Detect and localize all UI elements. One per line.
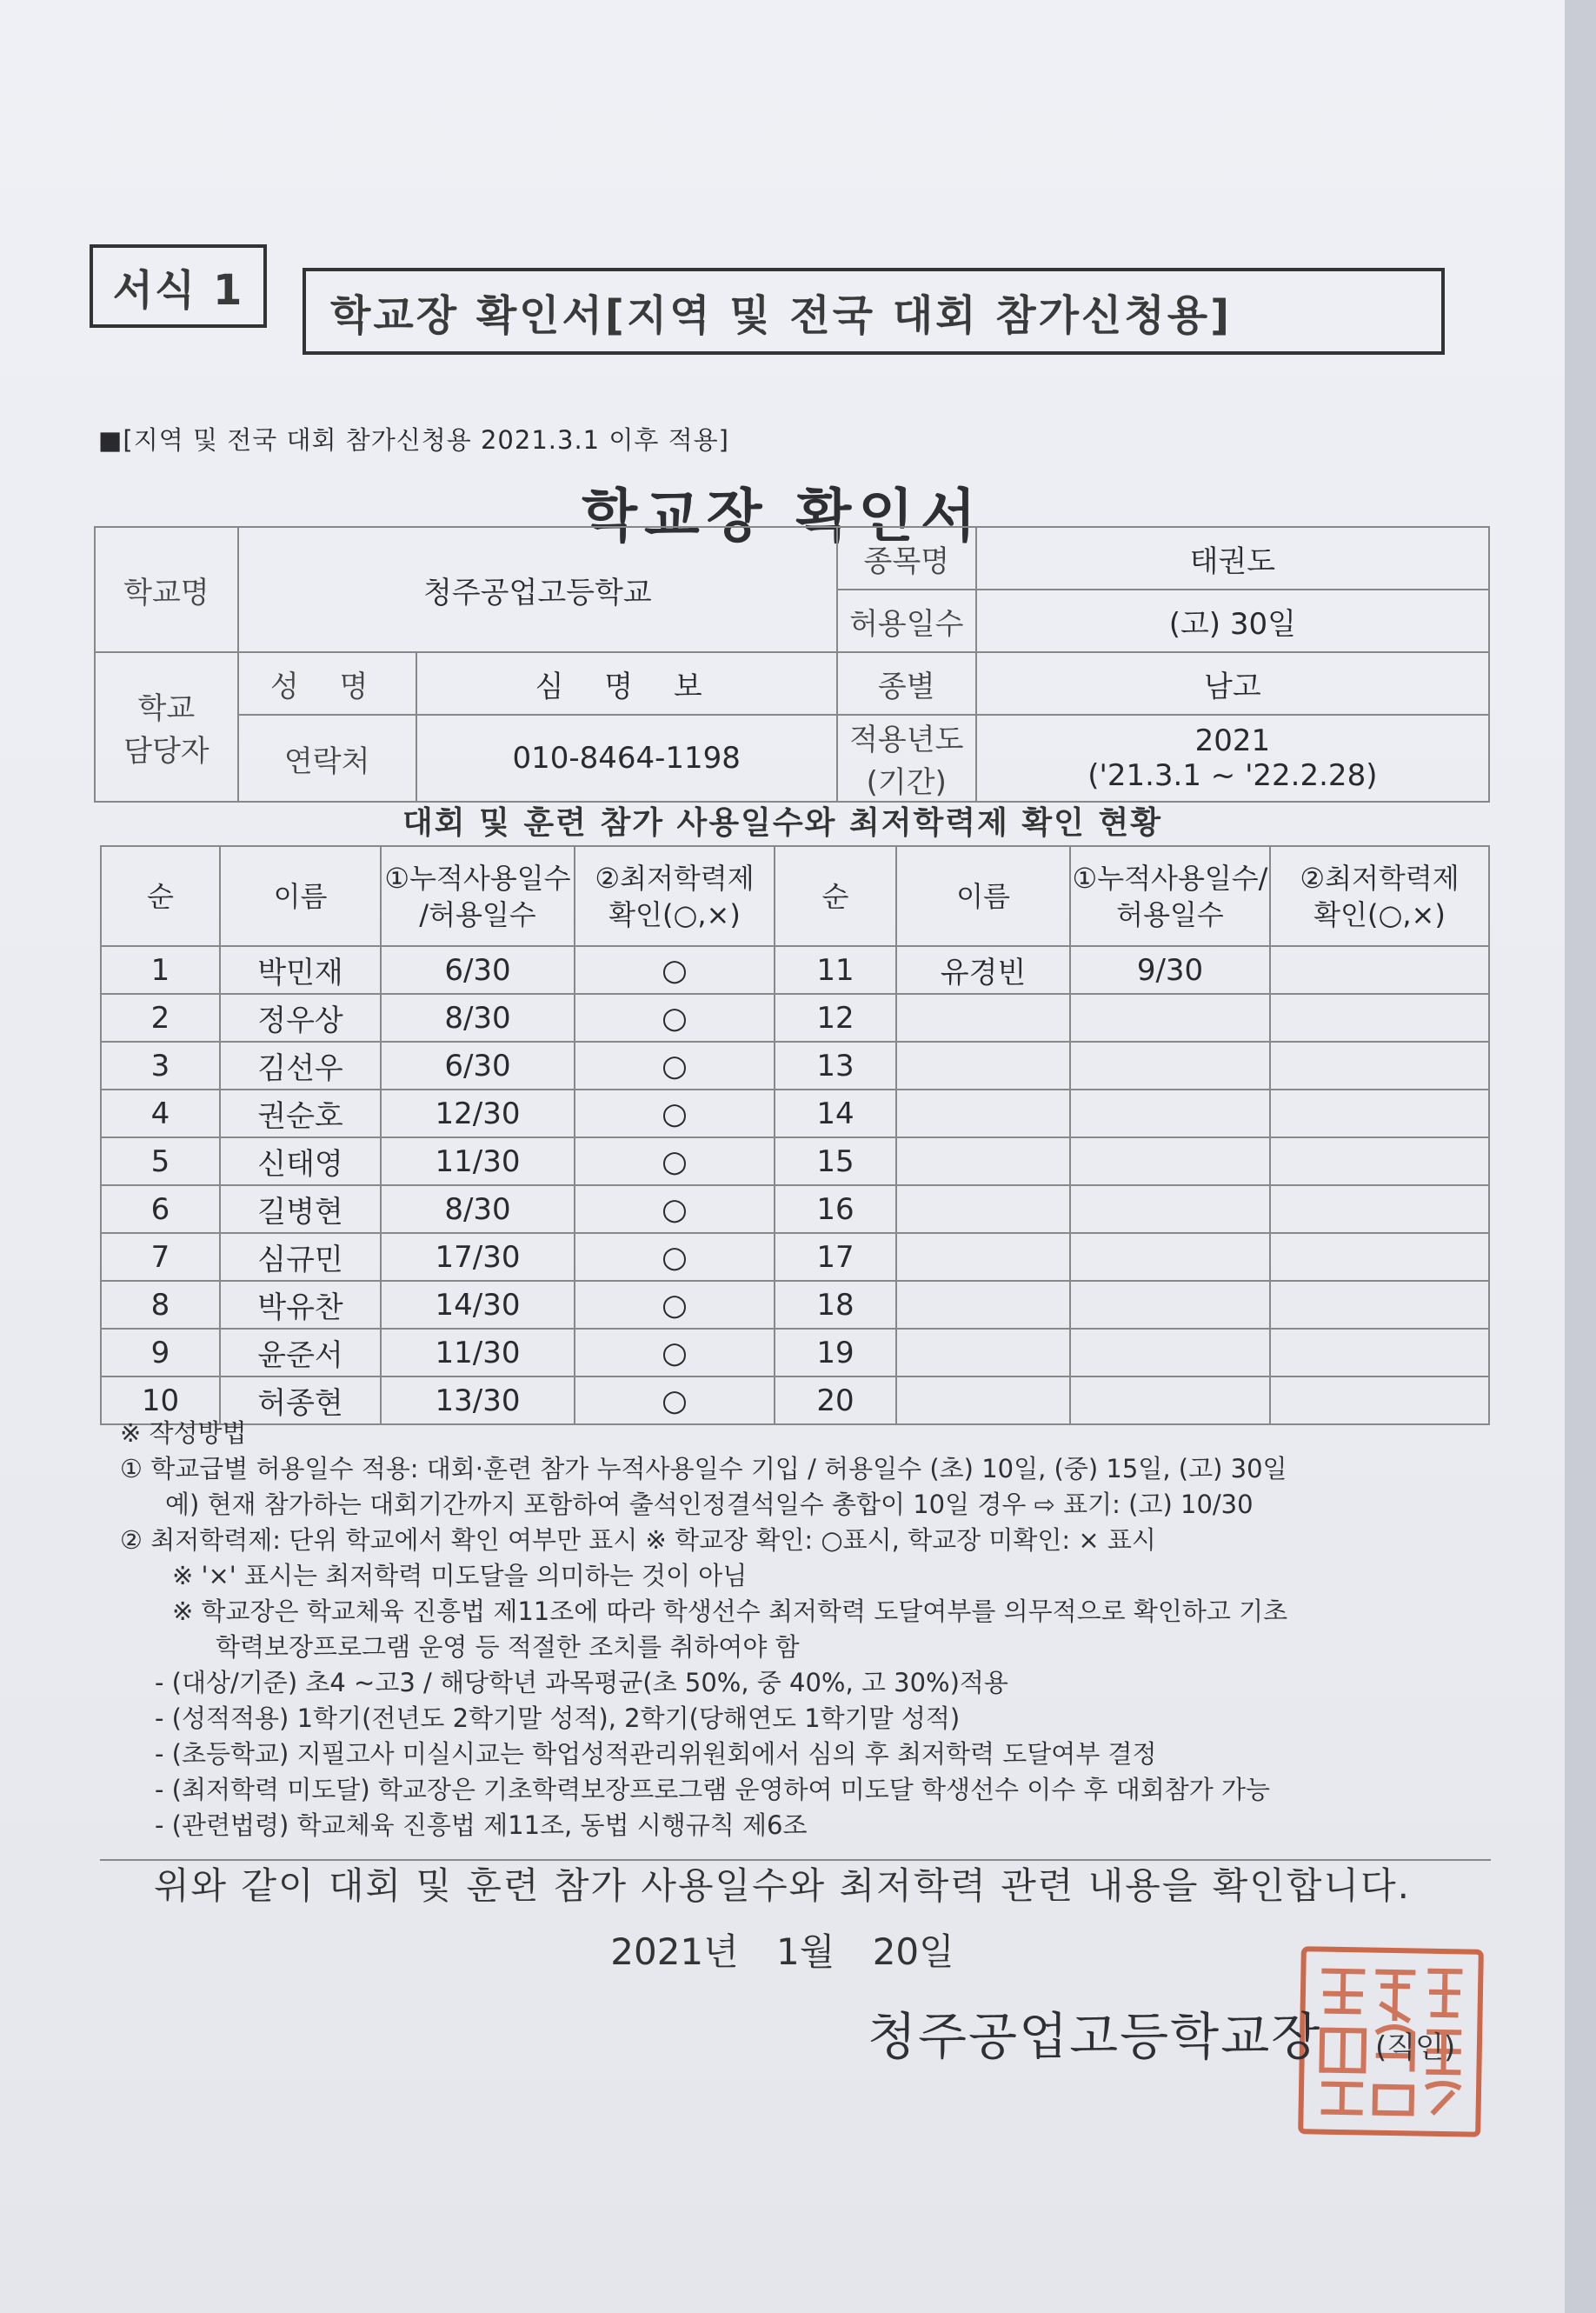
row-check: ○	[575, 1090, 775, 1137]
row-no: 10	[101, 1376, 220, 1424]
manager-name-label: 성 명	[238, 652, 416, 715]
col-days-line1: ①누적사용일수	[384, 861, 571, 895]
table-row	[101, 1042, 1489, 1090]
row-check: ○	[575, 1185, 775, 1233]
col-days-right-line2: 허용일수	[1116, 897, 1224, 931]
row-name: 김선우	[220, 1042, 381, 1090]
row-check: ○	[575, 994, 775, 1042]
table-row	[101, 1281, 1489, 1329]
table-row	[101, 1233, 1489, 1281]
school-info-table	[94, 526, 1490, 803]
row-days: 8/30	[381, 994, 575, 1042]
year-value-line1: 2021	[1194, 723, 1271, 758]
row-name: 윤준서	[220, 1329, 381, 1376]
row-name: 허종현	[220, 1376, 381, 1424]
row-days: 8/30	[381, 1185, 575, 1233]
roster-table	[100, 845, 1490, 1425]
roster-header-row	[101, 846, 1489, 946]
detail-5: - (관련법령) 학교체육 진흥법 제11조, 동법 시행규칙 제6조	[155, 1810, 808, 1840]
col-name-right: 이름	[896, 846, 1070, 946]
document-title: 학교장 확인서	[582, 483, 983, 550]
section-title: 대회 및 훈련 참가 사용일수와 최저학력제 확인 현황	[402, 805, 1163, 841]
row-no: 5	[101, 1137, 220, 1185]
row-days-right	[1070, 1185, 1270, 1233]
row-name: 길병현	[220, 1185, 381, 1233]
row-name: 정우상	[220, 994, 381, 1042]
row-check-right	[1270, 1185, 1489, 1233]
col-days-right	[1070, 846, 1270, 946]
row-check: ○	[575, 1233, 775, 1281]
row-name-right	[896, 1185, 1070, 1233]
row-check: ○	[575, 946, 775, 994]
detail-2: - (성적적용) 1학기(전년도 2학기말 성적), 2학기(당해연도 1학기말 성적)	[155, 1703, 961, 1733]
row-name: 박민재	[220, 946, 381, 994]
row-name: 권순호	[220, 1090, 381, 1137]
row-no: 9	[101, 1329, 220, 1376]
table-row	[101, 1090, 1489, 1137]
row-no: 3	[101, 1042, 220, 1090]
year-label-line1: 적용년도	[849, 723, 964, 757]
row-no: 6	[101, 1185, 220, 1233]
year-value	[976, 715, 1489, 802]
seal-note: (직인)	[1375, 2030, 1456, 2065]
table-row	[101, 994, 1489, 1042]
row-name-right	[896, 1329, 1070, 1376]
row-name: 박유찬	[220, 1281, 381, 1329]
row-check: ○	[575, 1137, 775, 1185]
row-no-right: 20	[775, 1376, 896, 1424]
year-label	[837, 715, 976, 802]
row-check: ○	[575, 1042, 775, 1090]
detail-3: - (초등학교) 지필고사 미실시교는 학업성적관리위원회에서 심의 후 최저학력 도달여부 결정	[155, 1739, 1157, 1769]
row-name-right	[896, 1281, 1070, 1329]
row-no: 1	[101, 946, 220, 994]
event-value: 태권도	[976, 527, 1489, 590]
col-check	[575, 846, 775, 946]
col-name: 이름	[220, 846, 381, 946]
issue-date: 2021년 1월 20일	[610, 1930, 954, 1973]
manager-label-line1: 학교	[137, 691, 196, 726]
row-no-right: 11	[775, 946, 896, 994]
row-check-right	[1270, 1137, 1489, 1185]
row-days: 12/30	[381, 1090, 575, 1137]
row-check-right	[1270, 1329, 1489, 1376]
row-days-right	[1070, 1042, 1270, 1090]
row-days-right	[1070, 1233, 1270, 1281]
confirmation-statement: 위와 같이 대회 및 훈련 참가 사용일수와 최저학력 관련 내용을 확인합니다.	[153, 1864, 1412, 1907]
manager-name-value: 심 명 보	[416, 652, 837, 715]
row-no-right: 19	[775, 1329, 896, 1376]
note-2: ② 최저학력제: 단위 학교에서 확인 여부만 표시 ※ 학교장 확인: ○표시, 학교장 미확인: × 표시	[120, 1525, 1156, 1555]
row-check-right	[1270, 1281, 1489, 1329]
col-check-right	[1270, 846, 1489, 946]
col-days-right-line1: ①누적사용일수/	[1072, 861, 1268, 895]
row-days-right	[1070, 1329, 1270, 1376]
year-label-line2: (기간)	[866, 765, 947, 800]
note-1a: ① 학교급별 허용일수 적용: 대회·훈련 참가 누적사용일수 기입 / 허용일수 (초) 10일, (중) 15일, (고) 30일	[120, 1454, 1287, 1483]
contact-value: 010-8464-1198	[416, 715, 837, 802]
row-days: 11/30	[381, 1137, 575, 1185]
row-check-right	[1270, 946, 1489, 994]
col-check-line1: ②최저학력제	[595, 861, 755, 895]
row-no-right: 16	[775, 1185, 896, 1233]
row-check-right	[1270, 1090, 1489, 1137]
note-4a: ※ 학교장은 학교체육 진흥법 제11조에 따라 학생선수 최저학력 도달여부를 의무적으로 확인하고 기초	[172, 1596, 1288, 1626]
row-no-right: 14	[775, 1090, 896, 1137]
applied-note: ■[지역 및 전국 대회 참가신청용 2021.3.1 이후 적용]	[98, 425, 729, 455]
row-check: ○	[575, 1376, 775, 1424]
row-check-right	[1270, 1042, 1489, 1090]
col-no: 순	[101, 846, 220, 946]
row-name: 심규민	[220, 1233, 381, 1281]
table-row	[101, 946, 1489, 994]
row-days-right: 9/30	[1070, 946, 1270, 994]
table-row	[101, 1185, 1489, 1233]
row-no-right: 13	[775, 1042, 896, 1090]
row-check-right	[1270, 1233, 1489, 1281]
row-no-right: 18	[775, 1281, 896, 1329]
col-days-line2: /허용일수	[419, 897, 536, 931]
row-name-right	[896, 1233, 1070, 1281]
col-check-right-line1: ②최저학력제	[1300, 861, 1460, 895]
year-value-line2: ('21.3.1 ~ '22.2.28)	[1087, 758, 1378, 793]
row-days: 11/30	[381, 1329, 575, 1376]
row-days: 14/30	[381, 1281, 575, 1329]
form-number-box: 서식 1	[90, 244, 267, 328]
row-no: 7	[101, 1233, 220, 1281]
row-name-right: 유경빈	[896, 946, 1070, 994]
row-no: 4	[101, 1090, 220, 1137]
col-days	[381, 846, 575, 946]
row-days: 6/30	[381, 946, 575, 994]
row-days-right	[1070, 1281, 1270, 1329]
row-days: 6/30	[381, 1042, 575, 1090]
event-label: 종목명	[837, 527, 976, 590]
detail-1: - (대상/기준) 초4 ~고3 / 해당학년 과목평균(초 50%, 중 40%, 고 30%)적용	[155, 1668, 1008, 1697]
form-title-box: 학교장 확인서[지역 및 전국 대회 참가신청용]	[303, 268, 1445, 355]
manager-label-line2: 담당자	[123, 734, 209, 769]
row-name-right	[896, 1090, 1070, 1137]
gender-label: 종별	[837, 652, 976, 715]
row-no-right: 17	[775, 1233, 896, 1281]
row-no-right: 15	[775, 1137, 896, 1185]
row-name: 신태영	[220, 1137, 381, 1185]
row-check-right	[1270, 994, 1489, 1042]
note-3: ※ '×' 표시는 최저학력 미도달을 의미하는 것이 아님	[172, 1561, 748, 1590]
page-edge	[1565, 0, 1596, 2313]
detail-4: - (최저학력 미도달) 학교장은 기초학력보장프로그램 운영하여 미도달 학생선수 이수 후 대회참가 가능	[155, 1775, 1271, 1804]
row-no: 2	[101, 994, 220, 1042]
note-1b: 예) 현재 참가하는 대회기간까지 포함하여 출석인정결석일수 총합이 10일 경우 ⇨ 표기: (고) 10/30	[165, 1490, 1254, 1519]
school-name-label: 학교명	[95, 527, 238, 652]
row-check: ○	[575, 1281, 775, 1329]
row-check: ○	[575, 1329, 775, 1376]
instructions-heading: ※ 작성방법	[120, 1418, 247, 1448]
school-name-value: 청주공업고등학교	[238, 527, 837, 652]
row-days-right	[1070, 1137, 1270, 1185]
row-no-right: 12	[775, 994, 896, 1042]
allowed-days-label: 허용일수	[837, 590, 976, 652]
row-name-right	[896, 994, 1070, 1042]
gender-value: 남고	[976, 652, 1489, 715]
col-check-line2: 확인(○,×)	[608, 897, 741, 931]
row-days-right	[1070, 994, 1270, 1042]
contact-label: 연락처	[238, 715, 416, 802]
instructions	[120, 1416, 1493, 1843]
col-check-right-line2: 확인(○,×)	[1313, 897, 1446, 931]
row-days-right	[1070, 1090, 1270, 1137]
row-no: 8	[101, 1281, 220, 1329]
note-4b: 학력보장프로그램 운영 등 적절한 조치를 취하여야 함	[216, 1632, 800, 1662]
row-name-right	[896, 1137, 1070, 1185]
manager-label	[95, 652, 238, 802]
row-days: 17/30	[381, 1233, 575, 1281]
table-row	[101, 1329, 1489, 1376]
row-days: 13/30	[381, 1376, 575, 1424]
allowed-days-value: (고) 30일	[976, 590, 1489, 652]
row-name-right	[896, 1042, 1070, 1090]
table-row	[101, 1137, 1489, 1185]
signer-name: 청주공업고등학교장	[868, 2007, 1322, 2066]
col-no-right: 순	[775, 846, 896, 946]
